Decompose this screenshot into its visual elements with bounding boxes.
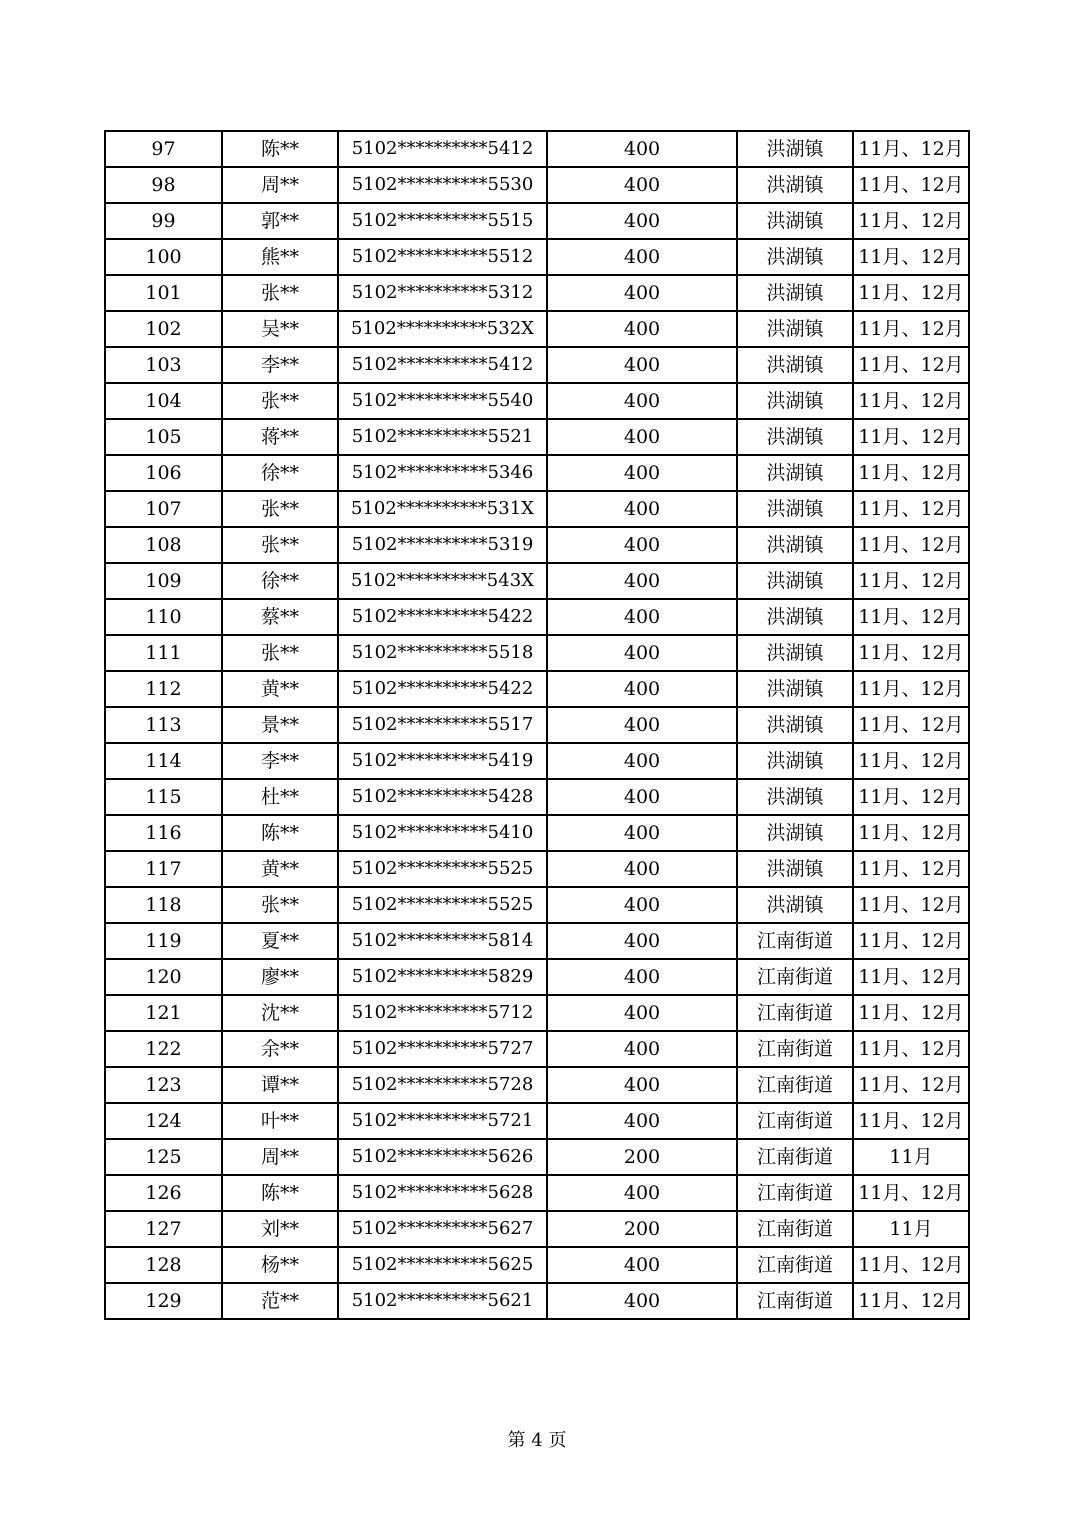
table-row bbox=[105, 383, 969, 419]
cell-area: 江南街道 bbox=[737, 1067, 853, 1103]
cell-amount: 400 bbox=[547, 923, 737, 959]
table-row bbox=[105, 563, 969, 599]
cell-amount: 400 bbox=[547, 131, 737, 167]
cell-amount: 400 bbox=[547, 851, 737, 887]
cell-amount: 400 bbox=[547, 383, 737, 419]
cell-number: 126 bbox=[105, 1175, 222, 1211]
cell-name: 蔡** bbox=[222, 599, 338, 635]
cell-name: 周** bbox=[222, 167, 338, 203]
cell-area: 江南街道 bbox=[737, 1031, 853, 1067]
table-row bbox=[105, 1247, 969, 1283]
data-table bbox=[104, 130, 970, 1320]
cell-amount: 400 bbox=[547, 275, 737, 311]
cell-area: 江南街道 bbox=[737, 959, 853, 995]
cell-name: 杜** bbox=[222, 779, 338, 815]
cell-area: 洪湖镇 bbox=[737, 203, 853, 239]
cell-area: 洪湖镇 bbox=[737, 599, 853, 635]
cell-area: 洪湖镇 bbox=[737, 851, 853, 887]
cell-months: 11月、12月 bbox=[853, 167, 969, 203]
cell-number: 100 bbox=[105, 239, 222, 275]
cell-id: 5102**********5530 bbox=[338, 167, 547, 203]
cell-amount: 400 bbox=[547, 203, 737, 239]
cell-id: 5102**********5814 bbox=[338, 923, 547, 959]
cell-id: 5102**********5422 bbox=[338, 599, 547, 635]
cell-id: 5102**********5319 bbox=[338, 527, 547, 563]
cell-months: 11月、12月 bbox=[853, 1247, 969, 1283]
cell-area: 洪湖镇 bbox=[737, 167, 853, 203]
cell-name: 陈** bbox=[222, 1175, 338, 1211]
cell-number: 101 bbox=[105, 275, 222, 311]
cell-number: 118 bbox=[105, 887, 222, 923]
cell-months: 11月、12月 bbox=[853, 1103, 969, 1139]
cell-number: 120 bbox=[105, 959, 222, 995]
table-row bbox=[105, 887, 969, 923]
cell-amount: 400 bbox=[547, 239, 737, 275]
cell-id: 5102**********5517 bbox=[338, 707, 547, 743]
cell-name: 夏** bbox=[222, 923, 338, 959]
cell-number: 127 bbox=[105, 1211, 222, 1247]
cell-number: 104 bbox=[105, 383, 222, 419]
table-row bbox=[105, 707, 969, 743]
table-row bbox=[105, 851, 969, 887]
cell-months: 11月、12月 bbox=[853, 815, 969, 851]
cell-amount: 400 bbox=[547, 1103, 737, 1139]
cell-number: 105 bbox=[105, 419, 222, 455]
cell-name: 景** bbox=[222, 707, 338, 743]
cell-id: 5102**********5728 bbox=[338, 1067, 547, 1103]
cell-months: 11月、12月 bbox=[853, 707, 969, 743]
cell-id: 5102**********543X bbox=[338, 563, 547, 599]
page-footer bbox=[0, 1428, 1074, 1454]
table-row bbox=[105, 635, 969, 671]
cell-number: 111 bbox=[105, 635, 222, 671]
cell-months: 11月、12月 bbox=[853, 743, 969, 779]
cell-id: 5102**********5626 bbox=[338, 1139, 547, 1175]
cell-id: 5102**********5312 bbox=[338, 275, 547, 311]
cell-area: 洪湖镇 bbox=[737, 743, 853, 779]
table-row bbox=[105, 1211, 969, 1247]
cell-amount: 400 bbox=[547, 1175, 737, 1211]
cell-amount: 400 bbox=[547, 887, 737, 923]
table-body bbox=[105, 131, 969, 1319]
cell-name: 黄** bbox=[222, 851, 338, 887]
cell-number: 113 bbox=[105, 707, 222, 743]
cell-area: 江南街道 bbox=[737, 995, 853, 1031]
cell-months: 11月、12月 bbox=[853, 527, 969, 563]
table-row bbox=[105, 599, 969, 635]
table-row bbox=[105, 923, 969, 959]
cell-months: 11月、12月 bbox=[853, 563, 969, 599]
cell-id: 5102**********5625 bbox=[338, 1247, 547, 1283]
cell-months: 11月、12月 bbox=[853, 671, 969, 707]
cell-number: 115 bbox=[105, 779, 222, 815]
page-footer-suffix: 页 bbox=[548, 1430, 567, 1451]
cell-area: 洪湖镇 bbox=[737, 635, 853, 671]
cell-amount: 400 bbox=[547, 1283, 737, 1319]
cell-name: 蒋** bbox=[222, 419, 338, 455]
cell-amount: 400 bbox=[547, 995, 737, 1031]
cell-name: 熊** bbox=[222, 239, 338, 275]
table-row bbox=[105, 959, 969, 995]
cell-months: 11月、12月 bbox=[853, 959, 969, 995]
cell-amount: 400 bbox=[547, 167, 737, 203]
table-row bbox=[105, 455, 969, 491]
cell-number: 116 bbox=[105, 815, 222, 851]
cell-area: 洪湖镇 bbox=[737, 527, 853, 563]
cell-months: 11月、12月 bbox=[853, 635, 969, 671]
cell-area: 洪湖镇 bbox=[737, 311, 853, 347]
cell-amount: 400 bbox=[547, 707, 737, 743]
cell-amount: 400 bbox=[547, 311, 737, 347]
cell-months: 11月、12月 bbox=[853, 923, 969, 959]
table-row bbox=[105, 239, 969, 275]
cell-months: 11月、12月 bbox=[853, 1283, 969, 1319]
cell-name: 余** bbox=[222, 1031, 338, 1067]
cell-name: 李** bbox=[222, 743, 338, 779]
table-row bbox=[105, 1175, 969, 1211]
cell-area: 洪湖镇 bbox=[737, 239, 853, 275]
cell-months: 11月、12月 bbox=[853, 275, 969, 311]
cell-id: 5102**********5627 bbox=[338, 1211, 547, 1247]
cell-amount: 400 bbox=[547, 455, 737, 491]
cell-name: 陈** bbox=[222, 131, 338, 167]
cell-name: 徐** bbox=[222, 563, 338, 599]
cell-id: 5102**********532X bbox=[338, 311, 547, 347]
cell-number: 122 bbox=[105, 1031, 222, 1067]
cell-name: 沈** bbox=[222, 995, 338, 1031]
cell-months: 11月、12月 bbox=[853, 995, 969, 1031]
cell-name: 张** bbox=[222, 275, 338, 311]
cell-months: 11月、12月 bbox=[853, 1175, 969, 1211]
cell-id: 5102**********5721 bbox=[338, 1103, 547, 1139]
cell-number: 109 bbox=[105, 563, 222, 599]
cell-months: 11月、12月 bbox=[853, 851, 969, 887]
cell-amount: 400 bbox=[547, 419, 737, 455]
cell-name: 吴** bbox=[222, 311, 338, 347]
cell-area: 洪湖镇 bbox=[737, 275, 853, 311]
table-row bbox=[105, 1283, 969, 1319]
cell-number: 97 bbox=[105, 131, 222, 167]
cell-id: 5102**********5410 bbox=[338, 815, 547, 851]
cell-name: 张** bbox=[222, 527, 338, 563]
cell-id: 5102**********5346 bbox=[338, 455, 547, 491]
cell-amount: 400 bbox=[547, 527, 737, 563]
table-row bbox=[105, 203, 969, 239]
cell-months: 11月、12月 bbox=[853, 779, 969, 815]
table-row bbox=[105, 1031, 969, 1067]
cell-amount: 400 bbox=[547, 743, 737, 779]
cell-months: 11月、12月 bbox=[853, 887, 969, 923]
cell-months: 11月、12月 bbox=[853, 347, 969, 383]
cell-area: 洪湖镇 bbox=[737, 491, 853, 527]
cell-name: 张** bbox=[222, 383, 338, 419]
cell-id: 5102**********5512 bbox=[338, 239, 547, 275]
cell-id: 5102**********5712 bbox=[338, 995, 547, 1031]
cell-id: 5102**********5412 bbox=[338, 131, 547, 167]
table-row bbox=[105, 347, 969, 383]
cell-area: 洪湖镇 bbox=[737, 131, 853, 167]
cell-area: 洪湖镇 bbox=[737, 347, 853, 383]
cell-amount: 400 bbox=[547, 779, 737, 815]
table-row bbox=[105, 275, 969, 311]
cell-months: 11月、12月 bbox=[853, 239, 969, 275]
cell-name: 叶** bbox=[222, 1103, 338, 1139]
cell-area: 洪湖镇 bbox=[737, 779, 853, 815]
cell-number: 99 bbox=[105, 203, 222, 239]
cell-area: 江南街道 bbox=[737, 1175, 853, 1211]
cell-name: 徐** bbox=[222, 455, 338, 491]
cell-name: 周** bbox=[222, 1139, 338, 1175]
cell-months: 11月、12月 bbox=[853, 455, 969, 491]
table-row bbox=[105, 1103, 969, 1139]
cell-months: 11月、12月 bbox=[853, 203, 969, 239]
cell-amount: 400 bbox=[547, 599, 737, 635]
cell-area: 洪湖镇 bbox=[737, 419, 853, 455]
cell-area: 江南街道 bbox=[737, 1283, 853, 1319]
cell-area: 洪湖镇 bbox=[737, 455, 853, 491]
cell-months: 11月 bbox=[853, 1211, 969, 1247]
cell-amount: 400 bbox=[547, 815, 737, 851]
table-row bbox=[105, 743, 969, 779]
cell-amount: 400 bbox=[547, 1031, 737, 1067]
cell-name: 张** bbox=[222, 491, 338, 527]
cell-number: 102 bbox=[105, 311, 222, 347]
cell-name: 范** bbox=[222, 1283, 338, 1319]
cell-amount: 200 bbox=[547, 1139, 737, 1175]
cell-amount: 400 bbox=[547, 491, 737, 527]
cell-id: 5102**********5525 bbox=[338, 851, 547, 887]
cell-id: 5102**********5829 bbox=[338, 959, 547, 995]
cell-number: 98 bbox=[105, 167, 222, 203]
cell-id: 5102**********5518 bbox=[338, 635, 547, 671]
cell-number: 107 bbox=[105, 491, 222, 527]
cell-name: 张** bbox=[222, 635, 338, 671]
cell-number: 112 bbox=[105, 671, 222, 707]
cell-area: 洪湖镇 bbox=[737, 671, 853, 707]
cell-id: 5102**********5521 bbox=[338, 419, 547, 455]
cell-months: 11月、12月 bbox=[853, 383, 969, 419]
cell-amount: 400 bbox=[547, 1247, 737, 1283]
cell-id: 5102**********5419 bbox=[338, 743, 547, 779]
table-row bbox=[105, 1139, 969, 1175]
table-row bbox=[105, 1067, 969, 1103]
cell-number: 117 bbox=[105, 851, 222, 887]
cell-id: 5102**********5540 bbox=[338, 383, 547, 419]
cell-months: 11月、12月 bbox=[853, 131, 969, 167]
cell-area: 江南街道 bbox=[737, 923, 853, 959]
cell-number: 114 bbox=[105, 743, 222, 779]
cell-area: 洪湖镇 bbox=[737, 887, 853, 923]
cell-amount: 400 bbox=[547, 635, 737, 671]
cell-id: 5102**********5422 bbox=[338, 671, 547, 707]
cell-amount: 400 bbox=[547, 1067, 737, 1103]
cell-id: 5102**********5412 bbox=[338, 347, 547, 383]
cell-id: 5102**********5428 bbox=[338, 779, 547, 815]
cell-number: 108 bbox=[105, 527, 222, 563]
table-row bbox=[105, 131, 969, 167]
cell-name: 谭** bbox=[222, 1067, 338, 1103]
cell-name: 杨** bbox=[222, 1247, 338, 1283]
page-number: 4 bbox=[531, 1430, 543, 1451]
cell-id: 5102**********5621 bbox=[338, 1283, 547, 1319]
cell-number: 125 bbox=[105, 1139, 222, 1175]
cell-id: 5102**********5525 bbox=[338, 887, 547, 923]
cell-number: 123 bbox=[105, 1067, 222, 1103]
cell-name: 郭** bbox=[222, 203, 338, 239]
table-row bbox=[105, 419, 969, 455]
cell-name: 刘** bbox=[222, 1211, 338, 1247]
cell-name: 陈** bbox=[222, 815, 338, 851]
table-row bbox=[105, 779, 969, 815]
table-row bbox=[105, 527, 969, 563]
cell-area: 洪湖镇 bbox=[737, 707, 853, 743]
cell-id: 5102**********5727 bbox=[338, 1031, 547, 1067]
table-row bbox=[105, 995, 969, 1031]
cell-number: 106 bbox=[105, 455, 222, 491]
cell-id: 5102**********5628 bbox=[338, 1175, 547, 1211]
cell-area: 江南街道 bbox=[737, 1139, 853, 1175]
cell-amount: 400 bbox=[547, 671, 737, 707]
cell-number: 103 bbox=[105, 347, 222, 383]
cell-number: 129 bbox=[105, 1283, 222, 1319]
cell-amount: 400 bbox=[547, 347, 737, 383]
table-row bbox=[105, 311, 969, 347]
cell-months: 11月、12月 bbox=[853, 419, 969, 455]
cell-area: 洪湖镇 bbox=[737, 563, 853, 599]
table-row bbox=[105, 491, 969, 527]
cell-area: 洪湖镇 bbox=[737, 383, 853, 419]
cell-number: 121 bbox=[105, 995, 222, 1031]
cell-area: 江南街道 bbox=[737, 1247, 853, 1283]
table-row bbox=[105, 167, 969, 203]
table-row bbox=[105, 815, 969, 851]
cell-name: 廖** bbox=[222, 959, 338, 995]
cell-id: 5102**********531X bbox=[338, 491, 547, 527]
cell-number: 124 bbox=[105, 1103, 222, 1139]
cell-name: 张** bbox=[222, 887, 338, 923]
cell-months: 11月、12月 bbox=[853, 311, 969, 347]
cell-months: 11月、12月 bbox=[853, 599, 969, 635]
cell-id: 5102**********5515 bbox=[338, 203, 547, 239]
cell-amount: 400 bbox=[547, 563, 737, 599]
cell-area: 江南街道 bbox=[737, 1103, 853, 1139]
cell-number: 110 bbox=[105, 599, 222, 635]
cell-name: 李** bbox=[222, 347, 338, 383]
table-row bbox=[105, 671, 969, 707]
cell-area: 江南街道 bbox=[737, 1211, 853, 1247]
cell-name: 黄** bbox=[222, 671, 338, 707]
cell-months: 11月、12月 bbox=[853, 1031, 969, 1067]
cell-amount: 400 bbox=[547, 959, 737, 995]
cell-number: 128 bbox=[105, 1247, 222, 1283]
cell-amount: 200 bbox=[547, 1211, 737, 1247]
page-footer-prefix: 第 bbox=[507, 1430, 526, 1451]
cell-months: 11月、12月 bbox=[853, 491, 969, 527]
cell-months: 11月 bbox=[853, 1139, 969, 1175]
cell-area: 洪湖镇 bbox=[737, 815, 853, 851]
cell-months: 11月、12月 bbox=[853, 1067, 969, 1103]
cell-number: 119 bbox=[105, 923, 222, 959]
